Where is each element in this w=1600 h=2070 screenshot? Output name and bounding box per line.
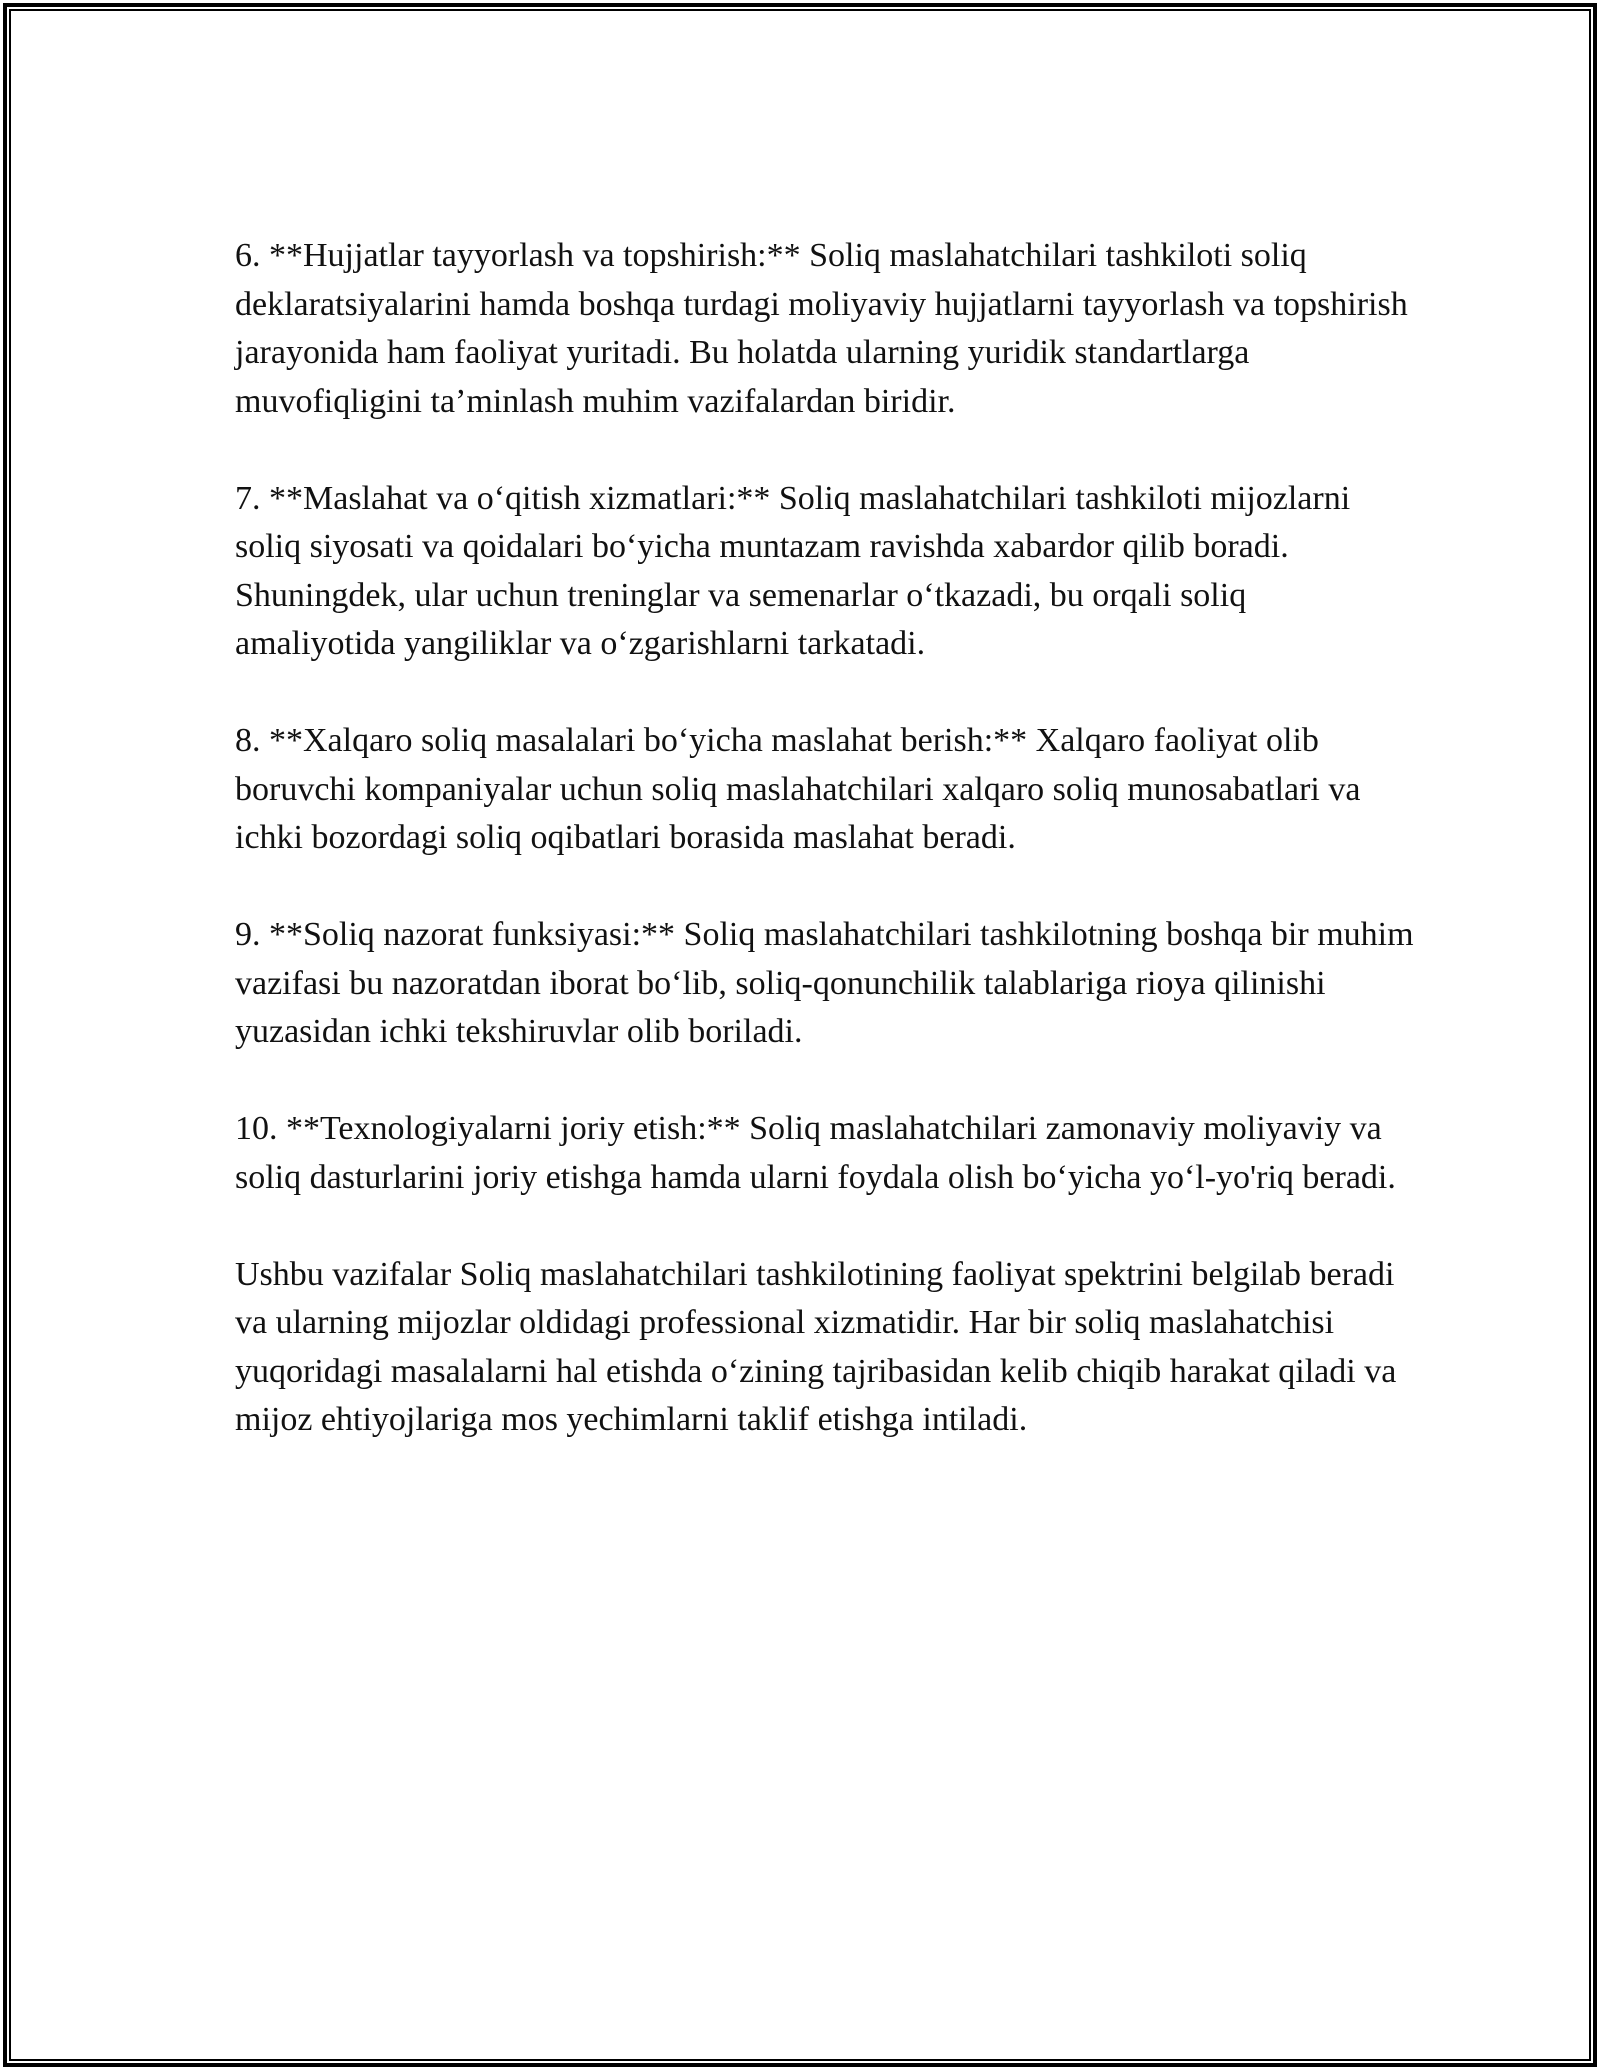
paragraph-conclusion: Ushbu vazifalar Soliq maslahatchilari tashkilotining faoliyat spektrini belgilab beradi va ularning mijozlar oldidagi professional xizmatidir. Har bir soliq maslahatchisi yuqoridagi masalalarni hal etishda o‘zining tajribasidan kelib chiqib harakat qiladi va mijoz ehtiyojlariga mos yechimlarni taklif etishga intiladi. xyxy=(235,1255,1397,1438)
paragraph-item-8: 8. **Xalqaro soliq masalalari bo‘yicha maslahat berish:** Xalqaro faoliyat olib boruvchi kompaniyalar uchun soliq maslahatchilari xalqaro soliq munosabatlari va ichki bozordagi soliq oqibatlari borasida maslahat beradi. xyxy=(235,722,1361,856)
paragraph-item-7: 7. **Maslahat va o‘qitish xizmatlari:** Soliq maslahatchilari tashkiloti mijozlarni soliq siyosati va qoidalari bo‘yicha muntazam ravishda xabardor qilib boradi. Shuningdek, ular uchun treninglar va semenarlar o‘tkazadi, bu orqali soliq amaliyotida yangiliklar va o‘zgarishlarni tarkatadi. xyxy=(235,479,1351,662)
paragraph-item-10: 10. **Texnologiyalarni joriy etish:** Soliq maslahatchilari zamonaviy moliyaviy va soliq dasturlarini joriy etishga hamda ularni foydala olish bo‘yicha yo‘l-yo'riq beradi. xyxy=(235,1110,1396,1196)
document-body xyxy=(235,232,1415,1493)
paragraph-item-9: 9. **Soliq nazorat funksiyasi:** Soliq maslahatchilari tashkilotning boshqa bir muhim vazifasi bu nazoratdan iborat bo‘lib, soliq-qonunchilik talablariga rioya qilinishi yuzasidan ichki tekshiruvlar olib boriladi. xyxy=(235,916,1414,1050)
paragraph-item-6: 6. **Hujjatlar tayyorlash va topshirish:** Soliq maslahatchilari tashkiloti soliq deklaratsiyalarini hamda boshqa turdagi moliyaviy hujjatlarni tayyorlash va topshirish jarayonida ham faoliyat yuritadi. Bu holatda ularning yuridik standartlarga muvofiqligini ta’minlash muhim vazifalardan biridir. xyxy=(235,237,1408,420)
